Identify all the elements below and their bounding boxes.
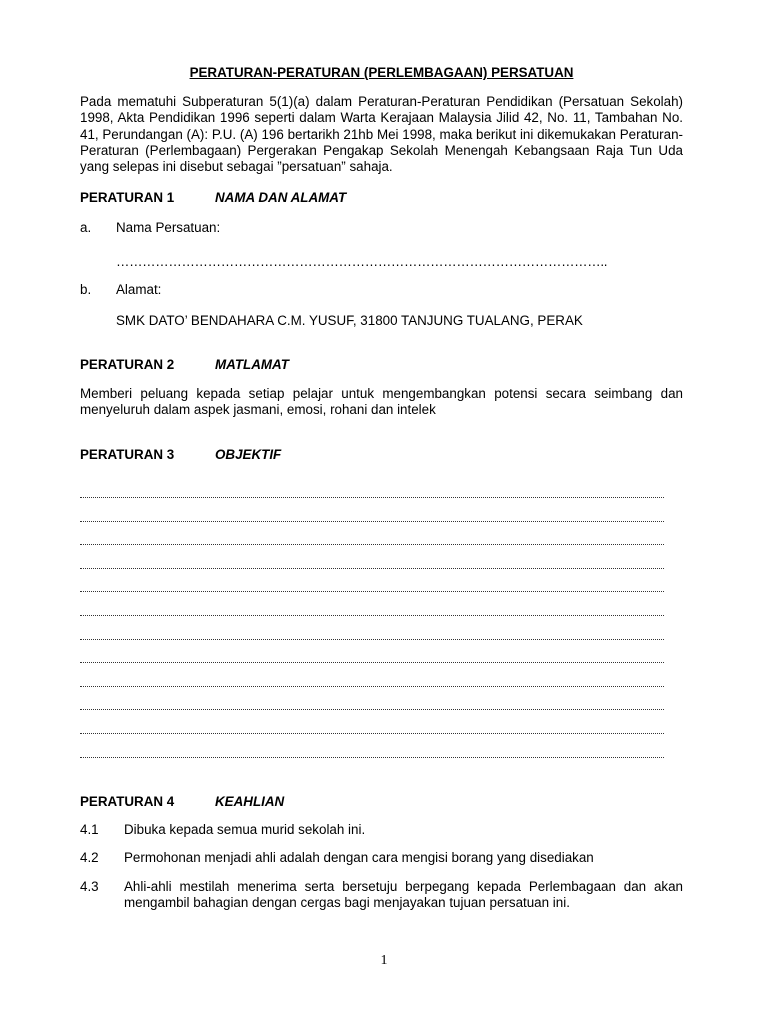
section-1-name: NAMA DAN ALAMAT [215,190,347,205]
section-2-heading [80,357,289,373]
item-b-marker: b. [80,282,92,297]
section-2-number: PERATURAN 2 [80,357,175,372]
item-4-2-text: Permohonan menjadi ahli adalah dengan cara mengisi borang yang disediakan [124,850,594,865]
section-4-heading [80,794,284,810]
section-2-name: MATLAMAT [215,357,289,372]
item-a-marker: a. [80,220,92,235]
objective-blank-line[interactable] [80,639,664,640]
section-2-text: Memberi peluang kepada setiap pelajar untuk mengembangkan potensi secara seimbang dan menyeluruh dalam aspek jasmani, emosi, rohani dan intelek [80,386,683,418]
objective-blank-line[interactable] [80,544,664,545]
objective-blank-line[interactable] [80,757,664,758]
section-4-name: KEAHLIAN [215,794,285,809]
item-b-label: Alamat: [116,282,162,297]
objective-blank-line[interactable] [80,662,664,663]
section-1-heading [80,190,346,206]
address-value: SMK DATO’ BENDAHARA C.M. YUSUF, 31800 TANJUNG TUALANG, PERAK [116,313,583,328]
item-4-1-text: Dibuka kepada semua murid sekolah ini. [124,822,366,837]
section-3-number: PERATURAN 3 [80,447,175,462]
objective-blank-line[interactable] [80,686,664,687]
objective-blank-line[interactable] [80,615,664,616]
section-3-heading [80,447,281,463]
item-4-3-text: Ahli-ahli mestilah menerima serta bersetuju berpegang kepada Perlembagaan dan akan mengambil bahagian dengan cergas bagi menjayakan tujuan persatuan ini. [124,879,683,911]
section-4-number: PERATURAN 4 [80,794,175,809]
objective-blank-line[interactable] [80,733,664,734]
item-4-2-number: 4.2 [80,850,99,865]
objective-blank-line[interactable] [80,709,664,710]
objective-blank-line[interactable] [80,497,664,498]
objective-blank-line[interactable] [80,521,664,522]
association-name-blank[interactable]: ………………………………………………………………………………………………….. [116,254,608,269]
objective-blank-line[interactable] [80,568,664,569]
intro-paragraph: Pada mematuhi Subperaturan 5(1)(a) dalam Peraturan-Peraturan Pendidikan (Persatuan Sekolah) 1998, Akta Pendidikan 1996 seperti dalam Warta Kerajaan Malaysia Jilid 42, No. 11, Tambahan No. 41, Perundangan (A): P.U. (A) 196 bertarikh 21hb Mei 1998, maka berikut ini dikemukakan Peraturan-Peraturan (Perlembagaan) Pergerakan Pengakap Sekolah Menengah Kebangsaan Raja Tun Uda yang selepas ini disebut sebagai ”persatuan” sahaja. [80,94,683,175]
page-number: 1 [380,953,388,968]
document-title: PERATURAN-PERATURAN (PERLEMBAGAAN) PERSATUAN [189,65,574,80]
section-1-number: PERATURAN 1 [80,190,175,205]
item-4-3-number: 4.3 [80,879,99,894]
item-a-label: Nama Persatuan: [116,220,221,235]
section-3-name: OBJEKTIF [215,447,282,462]
objective-blank-line[interactable] [80,591,664,592]
item-4-1-number: 4.1 [80,822,99,837]
